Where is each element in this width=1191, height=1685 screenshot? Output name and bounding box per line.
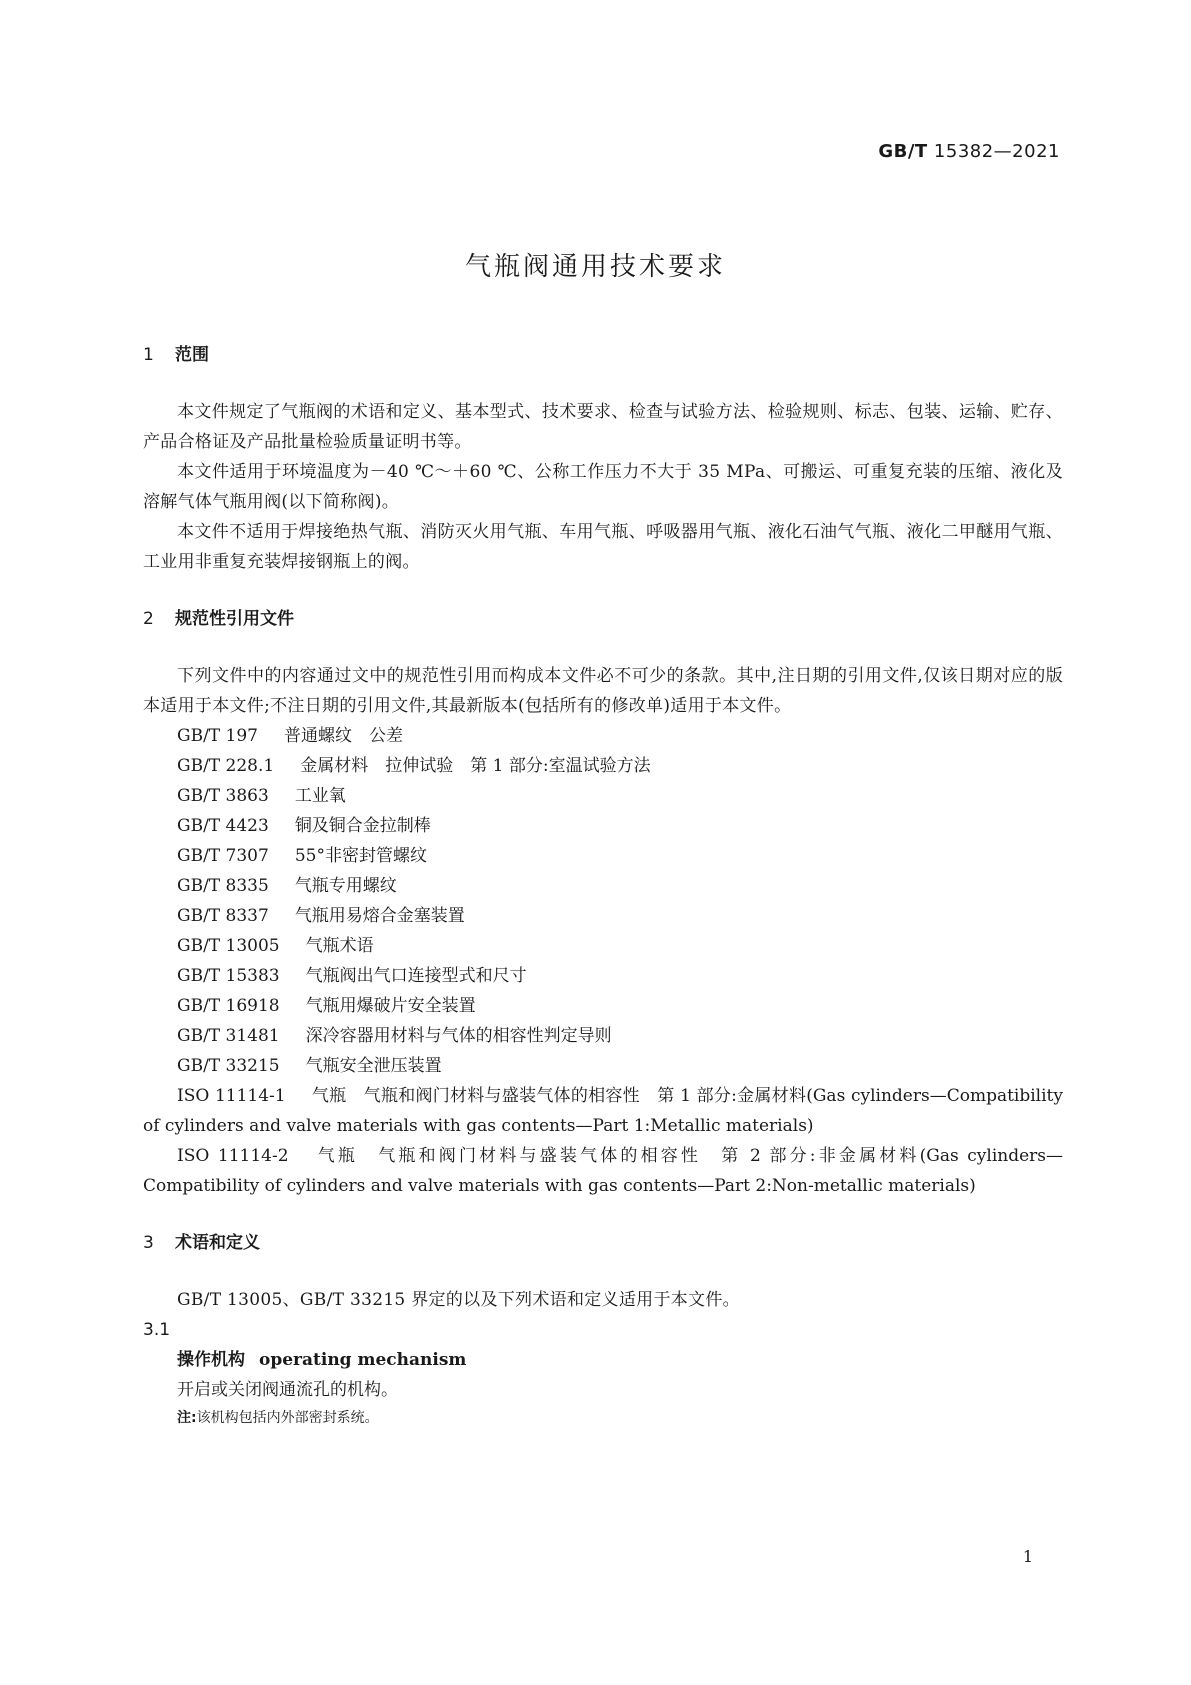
- reference-item: [143, 781, 1063, 811]
- references-intro: 下列文件中的内容通过文中的规范性引用而构成本文件必不可少的条款。其中,注日期的引用文件,仅该日期对应的版本适用于本文件;不注日期的引用文件,其最新版本(包括所有的修改单)适用于本文件。: [143, 666, 1063, 716]
- reference-item: [143, 901, 1063, 931]
- note-text: 该机构包括内外部密封系统。: [196, 1410, 379, 1426]
- reference-title: 深冷容器用材料与气体的相容性判定导则: [305, 1026, 612, 1046]
- reference-item: [143, 1141, 1063, 1201]
- reference-title: 55°非密封管螺纹: [294, 846, 427, 866]
- section-number: 3: [143, 1233, 154, 1253]
- standard-number: [878, 141, 1060, 162]
- reference-item: [143, 841, 1063, 871]
- reference-code: GB/T 8337: [177, 906, 269, 926]
- reference-code: GB/T 197: [177, 726, 258, 746]
- reference-code: GB/T 15383: [177, 966, 280, 986]
- reference-item: [143, 721, 1063, 751]
- reference-item: [143, 931, 1063, 961]
- reference-code: GB/T 16918: [177, 996, 280, 1016]
- note-label: 注:: [177, 1410, 197, 1426]
- reference-title: 铜及铜合金拉制棒: [294, 816, 431, 836]
- section-2-heading: [143, 607, 1063, 631]
- reference-code: ISO 11114-2: [177, 1146, 289, 1166]
- reference-item: [143, 961, 1063, 991]
- reference-code: GB/T 228.1: [177, 756, 275, 776]
- reference-title: 金属材料 拉伸试验 第 1 部分:室温试验方法: [300, 756, 651, 776]
- section-number: 1: [143, 345, 154, 365]
- reference-title: 气瓶专用螺纹: [294, 876, 397, 896]
- clause-number: 3.1: [143, 1320, 171, 1340]
- reference-item: [143, 751, 1063, 781]
- document-body: [143, 343, 1063, 1431]
- reference-code: GB/T 4423: [177, 816, 269, 836]
- term-english: operating mechanism: [259, 1350, 467, 1370]
- reference-code: GB/T 8335: [177, 876, 269, 896]
- term-chinese: 操作机构: [177, 1350, 245, 1370]
- page-number: 1: [1022, 1547, 1033, 1566]
- section-title: 范围: [175, 345, 209, 365]
- scope-paragraph: 本文件不适用于焊接绝热气瓶、消防灭火用气瓶、车用气瓶、呼吸器用气瓶、液化石油气气瓶、液化二甲醚用气瓶、工业用非重复充装焊接钢瓶上的阀。: [143, 522, 1063, 572]
- reference-title: 气瓶用爆破片安全装置: [305, 996, 476, 1016]
- standard-code: 15382—2021: [933, 141, 1060, 162]
- scope-paragraph: 本文件适用于环境温度为－40 ℃～＋60 ℃、公称工作压力不大于 35 MPa、可搬运、可重复充装的压缩、液化及溶解气体气瓶用阀(以下简称阀)。: [143, 462, 1063, 512]
- reference-code: GB/T 3863: [177, 786, 269, 806]
- reference-title: 气瓶阀出气口连接型式和尺寸: [305, 966, 527, 986]
- reference-item: [143, 871, 1063, 901]
- reference-title: 气瓶 气瓶和阀门材料与盛装气体的相容性 第 2 部分:非金属材料(Gas cylinders—Compatibility of cylinders and valve materials with gas contents—Part 2:Non-metallic materials): [143, 1146, 1063, 1196]
- reference-title: 气瓶用易熔合金塞装置: [294, 906, 465, 926]
- section-3-heading: [143, 1231, 1063, 1255]
- reference-title: 普通螺纹 公差: [284, 726, 403, 746]
- reference-item: [143, 1081, 1063, 1141]
- reference-code: ISO 11114-1: [177, 1086, 286, 1106]
- reference-code: GB/T 33215: [177, 1056, 280, 1076]
- reference-item: [143, 1051, 1063, 1081]
- reference-code: GB/T 31481: [177, 1026, 280, 1046]
- reference-code: GB/T 7307: [177, 846, 269, 866]
- section-title: 规范性引用文件: [175, 609, 294, 629]
- reference-code: GB/T 13005: [177, 936, 280, 956]
- reference-title: 工业氧: [294, 786, 346, 806]
- reference-title: 气瓶术语: [305, 936, 374, 956]
- term-entry: [143, 1345, 1063, 1375]
- reference-title: 气瓶安全泄压装置: [305, 1056, 442, 1076]
- reference-item: [143, 811, 1063, 841]
- section-number: 2: [143, 609, 154, 629]
- section-title: 术语和定义: [175, 1233, 260, 1253]
- terms-intro: GB/T 13005、GB/T 33215 界定的以及下列术语和定义适用于本文件。: [177, 1290, 740, 1310]
- term-definition: 开启或关闭阀通流孔的机构。: [177, 1380, 398, 1400]
- scope-paragraph: 本文件规定了气瓶阀的术语和定义、基本型式、技术要求、检查与试验方法、检验规则、标志、包装、运输、贮存、产品合格证及产品批量检验质量证明书等。: [143, 402, 1063, 452]
- section-1-heading: [143, 343, 1063, 367]
- document-title: 气瓶阀通用技术要求: [464, 252, 726, 282]
- reference-item: [143, 1021, 1063, 1051]
- standard-prefix: GB/T: [878, 141, 928, 162]
- reference-title: 气瓶 气瓶和阀门材料与盛装气体的相容性 第 1 部分:金属材料(Gas cylinders—Compatibility of cylinders and valve materials with gas contents—Part 1:Metallic materials): [143, 1086, 1063, 1136]
- term-note: [143, 1405, 1063, 1431]
- reference-item: [143, 991, 1063, 1021]
